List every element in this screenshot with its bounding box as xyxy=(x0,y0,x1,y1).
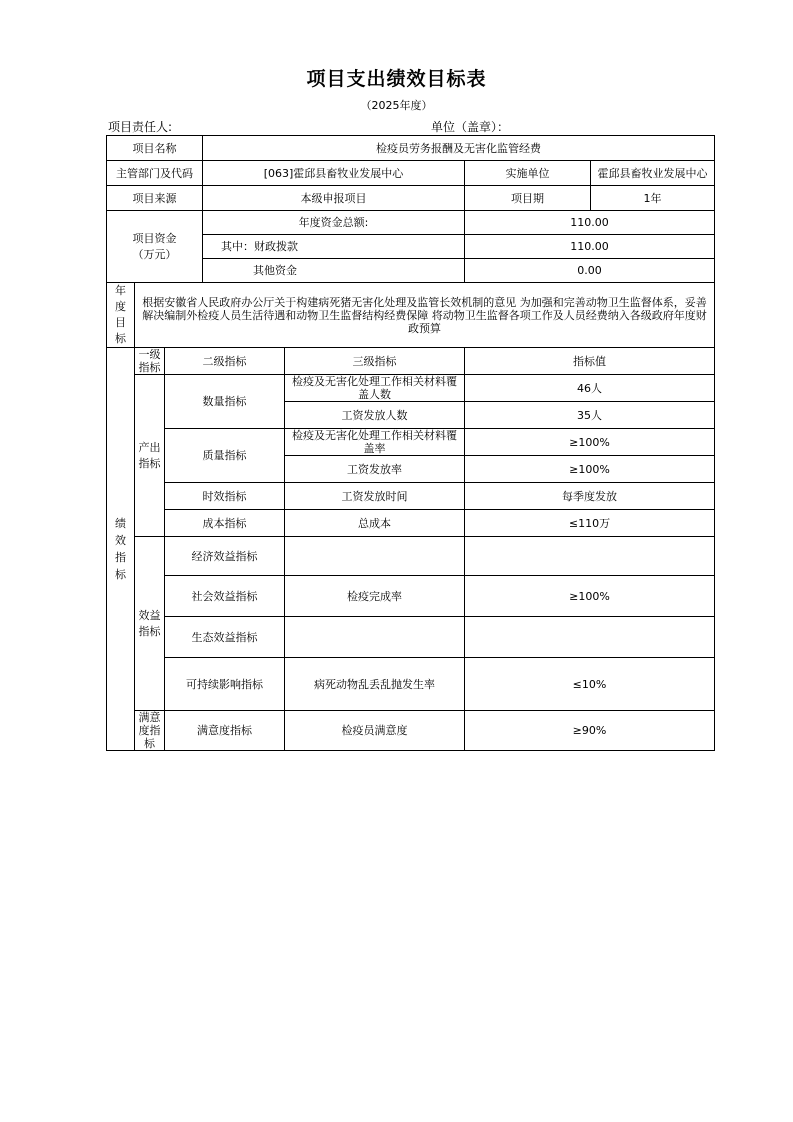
funds-label: 项目资金 （万元） xyxy=(107,211,203,283)
period-value: 1年 xyxy=(591,186,715,211)
dept-value: [063]霍邱县畜牧业发展中心 xyxy=(203,161,465,186)
source-label: 项目来源 xyxy=(107,186,203,211)
header-level2: 二级指标 xyxy=(165,348,285,375)
eco-indicator-name xyxy=(285,617,465,658)
funds-total-value: 110.00 xyxy=(465,211,715,235)
su1-name: 病死动物乱丢乱抛发生率 xyxy=(285,658,465,711)
page-title: 项目支出绩效目标表 xyxy=(306,68,487,90)
s1-value: ≥100% xyxy=(465,576,715,617)
q1-value: 46人 xyxy=(465,375,715,402)
header-level3: 三级指标 xyxy=(285,348,465,375)
sat1-name: 检疫员满意度 xyxy=(285,711,465,751)
impl-label: 实施单位 xyxy=(465,161,591,186)
performance-target-table xyxy=(106,135,715,751)
goal-label: 年度 目标 xyxy=(107,283,135,348)
su1-value: ≤10% xyxy=(465,658,715,711)
ql1-name: 检疫及无害化处理工作相关材料覆盖率 xyxy=(285,429,465,456)
funds-total-label: 年度资金总额: xyxy=(203,211,465,235)
goal-text: 根据安徽省人民政府办公厅关于构建病死猪无害化处理及监管长效机制的意见 为加强和完善动物卫生监督体系，妥善解决编制外检疫人员生活待遇和动物卫生监督结构经费保障 将动物卫生监督各项工作及人员经费纳入各级政府年度财政预算 xyxy=(135,283,715,348)
eco-indicator-value xyxy=(465,617,715,658)
perf-indicators-label: 绩 效 指 标 xyxy=(107,348,135,751)
unit-label: 单位（盖章）： xyxy=(431,120,510,134)
econ-indicator-label: 经济效益指标 xyxy=(165,537,285,576)
sat-indicator-label: 满意度指标 xyxy=(165,711,285,751)
header-value: 指标值 xyxy=(465,348,715,375)
ql1-value: ≥100% xyxy=(465,429,715,456)
dept-label: 主管部门及代码 xyxy=(107,161,203,186)
output-indicators-label: 产出 指标 xyxy=(135,375,165,537)
funds-other-value: 0.00 xyxy=(465,259,715,283)
c1-value: ≤110万 xyxy=(465,510,715,537)
ql2-name: 工资发放率 xyxy=(285,456,465,483)
q2-value: 35人 xyxy=(465,402,715,429)
econ-indicator-value xyxy=(465,537,715,576)
impl-value: 霍邱县畜牧业发展中心 xyxy=(591,161,715,186)
cost-indicator-label: 成本指标 xyxy=(165,510,285,537)
responsible-label: 项目责任人: xyxy=(108,120,173,134)
time-indicator-label: 时效指标 xyxy=(165,483,285,510)
eco-indicator-label: 生态效益指标 xyxy=(165,617,285,658)
econ-indicator-name xyxy=(285,537,465,576)
c1-name: 总成本 xyxy=(285,510,465,537)
t1-value: 每季度发放 xyxy=(465,483,715,510)
q2-name: 工资发放人数 xyxy=(285,402,465,429)
s1-name: 检疫完成率 xyxy=(285,576,465,617)
q1-name: 检疫及无害化处理工作相关材料覆盖人数 xyxy=(285,375,465,402)
funds-fiscal-value: 110.00 xyxy=(465,235,715,259)
project-name-value: 检疫员劳务报酬及无害化监管经费 xyxy=(203,136,715,161)
benefit-indicators-label: 效益 指标 xyxy=(135,537,165,711)
funds-fiscal-label: 其中：财政拨款 xyxy=(203,235,465,259)
year-label: （2025年度） xyxy=(360,99,433,112)
header-level1: 一级 指标 xyxy=(135,348,165,375)
sustain-indicator-label: 可持续影响指标 xyxy=(165,658,285,711)
funds-other-label: 其他资金 xyxy=(203,259,465,283)
quantity-indicator-label: 数量指标 xyxy=(165,375,285,429)
source-value: 本级申报项目 xyxy=(203,186,465,211)
t1-name: 工资发放时间 xyxy=(285,483,465,510)
satisfaction-indicators-label: 满意 度指 标 xyxy=(135,711,165,751)
period-label: 项目期 xyxy=(465,186,591,211)
quality-indicator-label: 质量指标 xyxy=(165,429,285,483)
project-name-label: 项目名称 xyxy=(107,136,203,161)
ql2-value: ≥100% xyxy=(465,456,715,483)
social-indicator-label: 社会效益指标 xyxy=(165,576,285,617)
sat1-value: ≥90% xyxy=(465,711,715,751)
